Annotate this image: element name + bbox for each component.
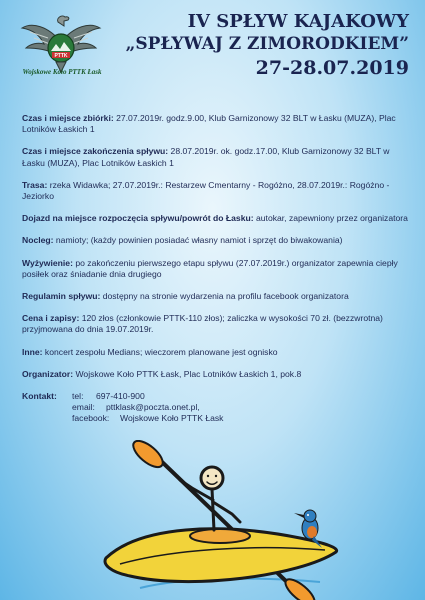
detail-text: koncert zespołu Medians; wieczorem planowane jest ognisko — [42, 346, 278, 357]
detail-label: Organizator: — [22, 368, 74, 379]
detail-text: Wojskowe Koło PTTK Łask, Plac Lotników Łaskich 1, pok.8 — [73, 368, 302, 379]
detail-label: Inne: — [22, 346, 43, 357]
kayaker-person-icon — [180, 467, 240, 530]
detail-text: autokar, zapewniony przez organizatora — [253, 213, 408, 224]
detail-text: po zakończeniu pierwszego etapu spływu (27.07.2019r.) organizator zapewnia ciepły posiłek oraz śniadanie dnia drugiego — [22, 257, 398, 279]
detail-paragraph — [22, 213, 410, 224]
detail-label: Czas i miejsce zakończenia spływu: — [22, 146, 169, 157]
detail-label: Cena i zapisy: — [22, 313, 80, 324]
detail-text: 28.07.2019r. ok. godz.17.00, Klub Garnizonowy 32 BLT w Łasku (MUZA), Plac Lotników Łaskich 1 — [22, 146, 390, 168]
detail-label: Regulamin spływu: — [22, 291, 101, 302]
tel-value[interactable]: 697-410-900 — [96, 391, 145, 402]
email-label: email: — [72, 402, 95, 413]
logo-text: Wojskowe Koło PTTK Łask — [22, 68, 102, 76]
detail-paragraph — [22, 291, 410, 302]
detail-paragraph — [22, 180, 410, 202]
detail-label: Czas i miejsce zbiórki: — [22, 113, 114, 123]
facebook-label: facebook: — [72, 413, 110, 424]
detail-text: 120 złos (członkowie PTTK-110 złos); zaliczka w wysokości 70 zł. (bezzwrotna) przyjmowana do dnia 19.07.2019r. — [22, 313, 383, 335]
event-details — [22, 113, 410, 425]
title-line-2: „SPŁYWAJ Z ZIMORODKIEM” — [125, 34, 409, 54]
contact-label: Kontakt: — [22, 391, 57, 402]
detail-paragraph — [22, 146, 410, 168]
tel-label: tel: — [72, 391, 84, 402]
detail-text: namioty; (każdy powinien posiadać własny namiot i sprzęt do biwakowania) — [53, 235, 343, 246]
detail-paragraph — [22, 313, 410, 335]
detail-label: Trasa: — [22, 179, 48, 190]
logo-badge-text: PTTK — [54, 53, 68, 59]
title-line-1: IV SPŁYW KAJAKOWY — [187, 11, 409, 32]
detail-text: dostępny na stronie wydarzenia na profilu facebook organizatora — [100, 291, 349, 302]
detail-label: Nocleg: — [22, 235, 54, 246]
detail-label: Wyżywienie: — [22, 257, 73, 268]
detail-paragraph — [22, 347, 410, 358]
detail-paragraph — [22, 235, 410, 246]
pttk-logo-eagle-icon — [18, 8, 104, 88]
detail-paragraph — [22, 369, 410, 380]
detail-paragraph — [22, 113, 410, 135]
detail-paragraph — [22, 258, 410, 280]
poster-title — [126, 10, 409, 80]
detail-text: rzeka Widawka; 27.07.2019r.: Restarzew Cmentarny - Rogóżno, 28.07.2019r.: Rogóżno - Jeziorko — [22, 179, 390, 202]
email-value[interactable]: pttklask@poczta.onet.pl, — [106, 402, 200, 413]
title-date: 27-28.07.2019 — [255, 57, 409, 79]
detail-label: Dojazd na miejsce rozpoczęcia spływu/powrót do Łasku: — [22, 213, 254, 224]
kayaker-illustration-icon — [100, 440, 350, 600]
contact-block — [22, 391, 410, 425]
detail-text: 27.07.2019r. godz.9.00, Klub Garnizonowy 32 BLT w Łasku (MUZA), Plac Lotników Łaskich 1 — [22, 113, 396, 135]
facebook-value[interactable]: Wojskowe Koło PTTK Łask — [120, 413, 224, 424]
